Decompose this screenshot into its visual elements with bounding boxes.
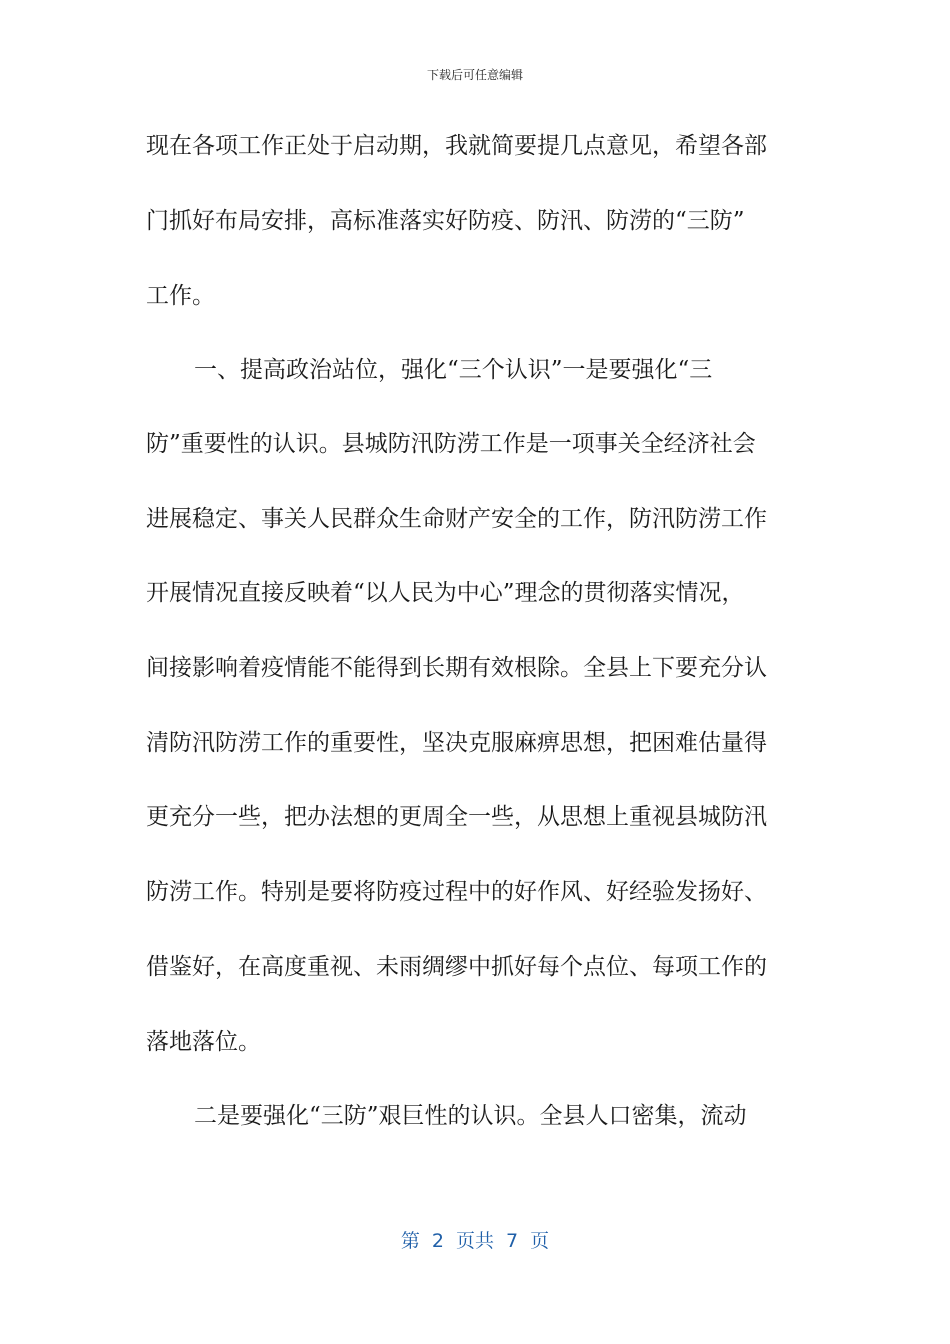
- body-line: 落地落位。: [146, 1029, 261, 1055]
- body-line: 清防汛防涝工作的重要性，坚决克服麻痹思想，把困难估量得: [146, 730, 767, 756]
- body-line: 间接影响着疫情能不能得到长期有效根除。全县上下要充分认: [146, 655, 767, 681]
- body-line: 进展稳定、事关人民群众生命财产安全的工作，防汛防涝工作: [146, 506, 767, 532]
- body-line: 开展情况直接反映着“以人民为中心”理念的贯彻落实情况，: [146, 580, 745, 606]
- body-line: 工作。: [146, 283, 215, 309]
- body-line: 一、提高政治站位，强化“三个认识”一是要强化“三: [194, 357, 713, 383]
- body-line: 二是要强化“三防”艰巨性的认识。全县人口密集，流动: [194, 1103, 747, 1129]
- body-line: 现在各项工作正处于启动期，我就简要提几点意见，希望各部: [146, 133, 767, 159]
- page-header: 下载后可任意编辑: [426, 68, 523, 82]
- body-line: 门抓好布局安排，高标准落实好防疫、防汛、防涝的“三防”: [146, 208, 745, 234]
- body-line: 借鉴好，在高度重视、未雨绸缪中抓好每个点位、每项工作的: [146, 954, 767, 980]
- page-number-footer: 第 2 页共 7 页: [400, 1230, 550, 1252]
- body-line: 更充分一些，把办法想的更周全一些，从思想上重视县城防汛: [146, 804, 767, 830]
- body-line: 防涝工作。特别是要将防疫过程中的好作风、好经验发扬好、: [146, 879, 767, 905]
- body-line: 防”重要性的认识。县城防汛防涝工作是一项事关全经济社会: [146, 431, 756, 457]
